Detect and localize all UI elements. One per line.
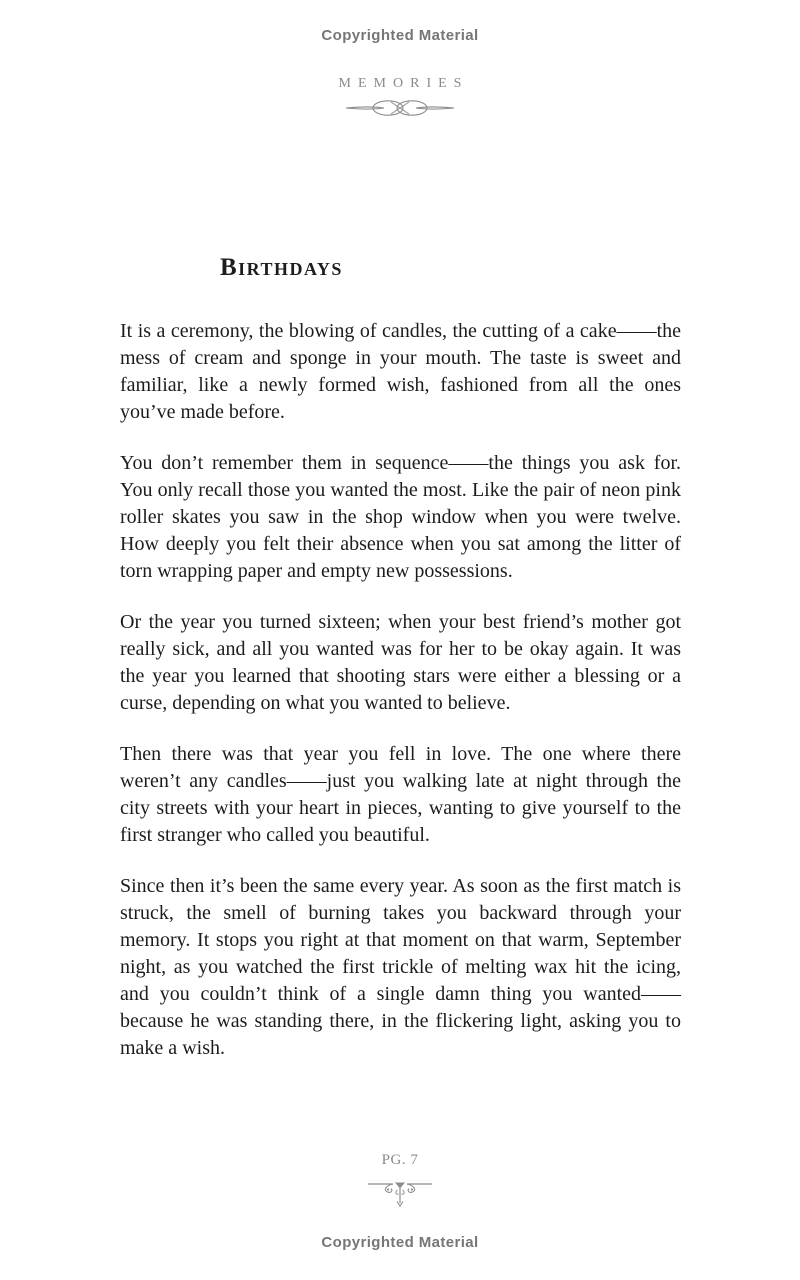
section-divider-flourish-icon bbox=[344, 96, 456, 125]
chapter-title: Birthdays bbox=[220, 254, 343, 281]
chapter-body bbox=[120, 318, 681, 1086]
page-number: PG. 7 bbox=[381, 1152, 419, 1168]
section-header: MEMORIES bbox=[338, 76, 469, 91]
paragraph: You don’t remember them in sequence——the things you ask for. You only recall those you wanted the most. Like the pair of neon pink roller skates you saw in the shop window when you were twelve. How deeply you felt their absence when you sat among the litter of torn wrapping paper and empty new possessions. bbox=[120, 452, 681, 582]
paragraph: Or the year you turned sixteen; when your best friend’s mother got really sick, and all you wanted was for her to be okay again. It was the year you learned that shooting stars were either a blessing or a curse, depending on what you wanted to believe. bbox=[120, 611, 681, 714]
copyright-notice-bottom: Copyrighted Material bbox=[321, 1234, 479, 1251]
paragraph: It is a ceremony, the blowing of candles, the cutting of a cake——the mess of cream and sponge in your mouth. The taste is sweet and familiar, like a newly formed wish, fashioned from all the ones you’ve made before. bbox=[120, 320, 681, 423]
paragraph: Then there was that year you fell in love. The one where there weren’t any candles——just you walking late at night through the city streets with your heart in pieces, wanting to give yourself to the first stranger who called you beautiful. bbox=[120, 743, 681, 846]
copyright-notice-top: Copyrighted Material bbox=[321, 27, 479, 44]
footer-divider-fleur-icon bbox=[367, 1178, 433, 1213]
paragraph: Since then it’s been the same every year. As soon as the first match is struck, the smell of burning takes you backward through your memory. It stops you right at that moment on that warm, September night, as you watched the first trickle of melting wax hit the icing, and you couldn’t think of a single damn thing you wanted——because he was standing there, in the flickering light, asking you to make a wish. bbox=[120, 875, 681, 1059]
